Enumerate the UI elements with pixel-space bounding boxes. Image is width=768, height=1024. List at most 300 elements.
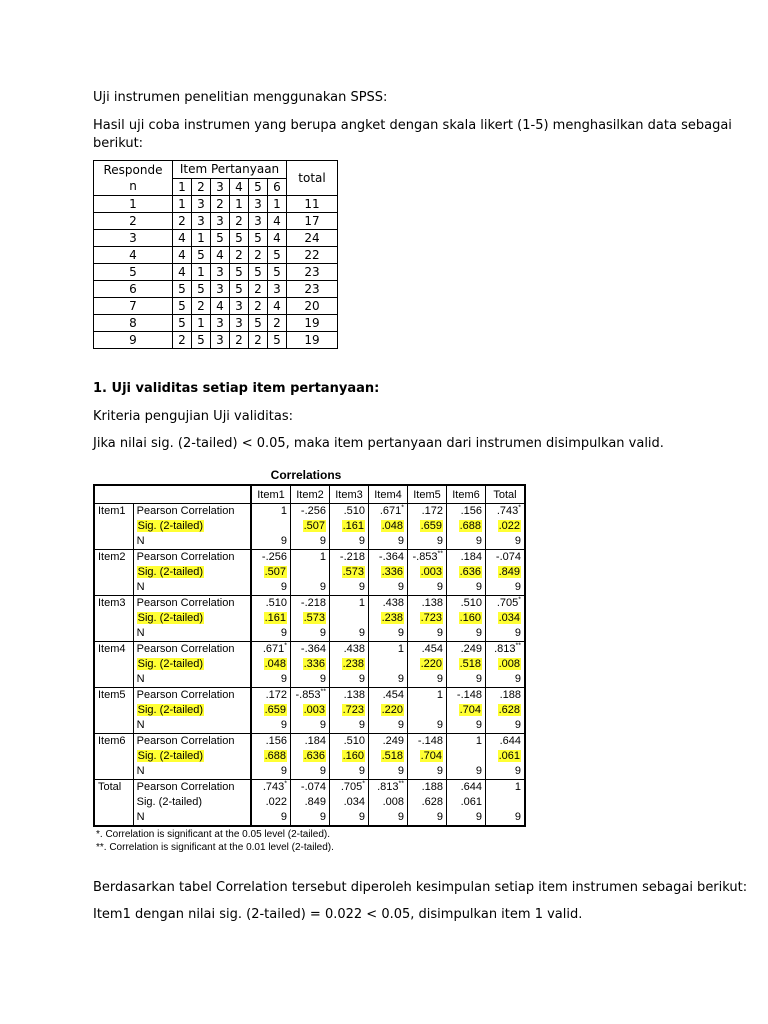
n-value-cell: 9: [486, 810, 526, 826]
n-row: [94, 626, 525, 642]
pearson-value-cell: [369, 642, 408, 658]
pearson-value: 1: [514, 781, 521, 793]
respondent-header-line-1: Responde: [103, 163, 163, 177]
sig-value-cell: [408, 657, 447, 672]
n-value-cell: 9: [408, 718, 447, 734]
sig-row: [94, 749, 525, 764]
pearson-value-cell: [369, 504, 408, 520]
pearson-value: .156: [460, 505, 482, 517]
sig-value-cell: [408, 565, 447, 580]
sig-value: .161: [342, 520, 364, 532]
pearson-value-cell: [408, 550, 447, 566]
column-header-item5: Item5: [408, 485, 447, 504]
significance-marker: **: [398, 780, 404, 788]
sig-value: .048: [264, 658, 286, 670]
pearson-value: -.074: [300, 781, 326, 793]
n-value-cell: 9: [330, 672, 369, 688]
n-value-cell: 9: [291, 580, 330, 596]
pearson-value-cell: [447, 734, 486, 750]
item-score-cell: 5: [192, 247, 211, 264]
stat-label-n: N: [133, 534, 251, 550]
item-score-cell: 3: [211, 264, 230, 281]
sig-value-cell: [251, 749, 291, 764]
column-header-item3: Item3: [330, 485, 369, 504]
n-value-cell: 9: [369, 764, 408, 780]
pearson-value: .438: [343, 643, 365, 655]
sig-value: .336: [381, 566, 403, 578]
sig-value-cell: [369, 657, 408, 672]
sig-value-cell: [486, 519, 526, 534]
pearson-value-cell: [408, 688, 447, 704]
sig-value-cell: [447, 657, 486, 672]
n-value-cell: 9: [291, 718, 330, 734]
n-value-cell: 9: [369, 718, 408, 734]
pearson-value: .510: [343, 505, 365, 517]
item-score-cell: 2: [249, 298, 268, 315]
n-value-cell: 9: [447, 764, 486, 780]
pearson-value: .671: [262, 643, 285, 655]
table-row: [94, 247, 338, 264]
footnote-2: **. Correlation is significant at the 0.01 level (2-tailed).: [96, 842, 334, 853]
stat-label-n: N: [133, 718, 251, 734]
pearson-row: [94, 688, 525, 704]
row-header: Item5: [94, 688, 133, 734]
item-score-cell: 4: [268, 213, 287, 230]
item-score-cell: 1: [268, 196, 287, 213]
sig-value: .688: [264, 750, 286, 762]
pearson-value: -.218: [300, 597, 326, 609]
sig-value-cell: [251, 565, 291, 580]
respondent-cell: 9: [94, 332, 173, 349]
stat-label-sig: [133, 519, 251, 534]
sig-value-cell: [369, 565, 408, 580]
pearson-value-cell: [408, 504, 447, 520]
pearson-value-cell: [251, 734, 291, 750]
significance-marker: *: [518, 504, 521, 512]
sig-value-cell: [291, 611, 330, 626]
sig-value-cell: [447, 795, 486, 810]
row-header: Item4: [94, 642, 133, 688]
column-header-item4: Item4: [369, 485, 408, 504]
pearson-value-cell: [330, 642, 369, 658]
sig-value: .160: [459, 612, 481, 624]
pearson-value-cell: [251, 688, 291, 704]
stat-label-pearson: Pearson Correlation: [133, 780, 251, 796]
n-value-cell: 9: [447, 626, 486, 642]
pearson-row: [94, 504, 525, 520]
table-row: [94, 196, 338, 213]
item-score-cell: 5: [268, 247, 287, 264]
pearson-value: .743: [496, 505, 519, 517]
n-row: [94, 764, 525, 780]
pearson-value-cell: [330, 504, 369, 520]
respondent-cell: 1: [94, 196, 173, 213]
n-value-cell: 9: [447, 534, 486, 550]
data-table-body: [94, 196, 338, 349]
n-value-cell: 9: [330, 534, 369, 550]
stat-label-sig-text: Sig. (2-tailed): [137, 612, 204, 624]
pearson-value: .644: [499, 735, 521, 747]
n-value-cell: 9: [291, 764, 330, 780]
item-score-cell: 4: [173, 230, 192, 247]
pearson-value-cell: [330, 596, 369, 612]
item-score-cell: 2: [230, 213, 249, 230]
n-value-cell: 9: [408, 764, 447, 780]
n-value-cell: 9: [447, 580, 486, 596]
item-score-cell: 1: [192, 264, 211, 281]
stat-label-sig-text: Sig. (2-tailed): [137, 520, 204, 532]
item-score-cell: 3: [268, 281, 287, 298]
significance-marker: **: [437, 550, 443, 558]
pearson-value: .743: [262, 781, 285, 793]
pearson-value-cell: [408, 596, 447, 612]
pearson-value: .510: [265, 597, 287, 609]
sig-value: .336: [303, 658, 325, 670]
pearson-row: [94, 780, 525, 796]
pearson-value-cell: [369, 596, 408, 612]
stat-label-pearson: Pearson Correlation: [133, 550, 251, 566]
sig-value-cell: [291, 703, 330, 718]
sig-value: .849: [498, 566, 520, 578]
sig-value-cell: [330, 519, 369, 534]
sig-value: .220: [381, 704, 403, 716]
pearson-value: .813: [377, 781, 399, 793]
sig-value-cell: [330, 749, 369, 764]
sig-value-cell: [447, 703, 486, 718]
sig-value-cell: [251, 657, 291, 672]
item-number-6: 6: [268, 178, 287, 196]
n-value-cell: 9: [330, 626, 369, 642]
pearson-value: 1: [319, 551, 326, 563]
item-score-cell: 2: [230, 247, 249, 264]
pearson-value: -.074: [495, 551, 521, 563]
n-value-cell: 9: [486, 718, 526, 734]
sig-row: [94, 565, 525, 580]
significance-marker: *: [401, 504, 404, 512]
n-value-cell: 9: [251, 718, 291, 734]
n-value-cell: 9: [369, 810, 408, 826]
n-value-cell: 9: [251, 580, 291, 596]
n-value-cell: 9: [291, 672, 330, 688]
sig-value-cell: [369, 703, 408, 718]
item-number-3: 3: [211, 178, 230, 196]
item-score-cell: 2: [230, 332, 249, 349]
item-score-cell: 5: [230, 281, 249, 298]
pearson-value-cell: [369, 734, 408, 750]
row-header: Item3: [94, 596, 133, 642]
pearson-value-cell: [486, 596, 526, 612]
pearson-value-cell: [291, 734, 330, 750]
pearson-value: .172: [421, 505, 443, 517]
sig-value: .022: [498, 520, 520, 532]
sig-value-cell: [330, 611, 369, 626]
pearson-value-cell: [251, 642, 291, 658]
sig-value-cell: [251, 795, 291, 810]
item-number-4: 4: [230, 178, 249, 196]
stat-label-n: N: [133, 580, 251, 596]
item-score-cell: 3: [230, 298, 249, 315]
n-value-cell: 9: [486, 764, 526, 780]
sig-value-cell: [486, 749, 526, 764]
pearson-value-cell: [291, 688, 330, 704]
item-score-cell: 2: [249, 281, 268, 298]
pearson-value: .188: [421, 781, 443, 793]
n-value-cell: 9: [408, 626, 447, 642]
sig-value-cell: [330, 795, 369, 810]
intro-title: Uji instrumen penelitian menggunakan SPSS:: [93, 90, 388, 105]
sig-value: .723: [420, 612, 442, 624]
total-cell: 23: [287, 264, 338, 281]
n-value-cell: 9: [369, 580, 408, 596]
sig-value-cell: [291, 795, 330, 810]
table-row: [94, 264, 338, 281]
sig-value: .061: [498, 750, 520, 762]
pearson-value: -.364: [300, 643, 326, 655]
pearson-value-cell: [447, 780, 486, 796]
n-row: [94, 718, 525, 734]
table-row: [94, 298, 338, 315]
n-value-cell: 9: [408, 672, 447, 688]
stat-label-pearson: Pearson Correlation: [133, 504, 251, 520]
sig-value: .008: [498, 658, 520, 670]
stat-label-pearson: Pearson Correlation: [133, 688, 251, 704]
stat-label-n: N: [133, 764, 251, 780]
criteria-rule: Jika nilai sig. (2-tailed) < 0.05, maka item pertanyaan dari instrumen disimpulkan valid.: [93, 436, 664, 451]
item-score-cell: 3: [249, 213, 268, 230]
item-score-cell: 2: [249, 247, 268, 264]
item-score-cell: 4: [268, 230, 287, 247]
sig-value-cell: [251, 519, 291, 534]
n-value-cell: 9: [330, 718, 369, 734]
sig-value-cell: [486, 703, 526, 718]
respondent-header: [94, 161, 173, 196]
item-score-cell: 2: [192, 298, 211, 315]
pearson-value: -.148: [417, 735, 443, 747]
sig-value: .518: [381, 750, 403, 762]
significance-marker: **: [320, 688, 326, 696]
item-score-cell: 4: [211, 247, 230, 264]
sig-value-cell: [408, 519, 447, 534]
sig-value-cell: [330, 565, 369, 580]
column-header-item2: Item2: [291, 485, 330, 504]
sig-value: .723: [342, 704, 364, 716]
sig-value-cell: [408, 795, 447, 810]
pearson-row: [94, 550, 525, 566]
pearson-value: .249: [382, 735, 404, 747]
pearson-value-cell: [486, 642, 526, 658]
total-cell: 24: [287, 230, 338, 247]
n-value-cell: 9: [330, 764, 369, 780]
table-row: [94, 281, 338, 298]
sig-value-cell: [486, 565, 526, 580]
n-value-cell: 9: [408, 810, 447, 826]
item-score-cell: 5: [249, 230, 268, 247]
sig-value: .061: [460, 796, 482, 808]
stat-label-n: N: [133, 626, 251, 642]
pearson-value-cell: [447, 596, 486, 612]
item-score-cell: 3: [249, 196, 268, 213]
item-score-cell: 4: [211, 298, 230, 315]
pearson-value-cell: [251, 780, 291, 796]
n-value-cell: 9: [291, 626, 330, 642]
pearson-value: .138: [421, 597, 443, 609]
pearson-value: .454: [421, 643, 443, 655]
stat-label-pearson: Pearson Correlation: [133, 642, 251, 658]
footnote-1: *. Correlation is significant at the 0.05 level (2-tailed).: [96, 829, 331, 840]
intro-line-1: Hasil uji coba instrumen yang berupa angket dengan skala likert (1-5) menghasilkan data sebagai: [93, 118, 732, 133]
sig-value: .659: [264, 704, 286, 716]
sig-value-cell: [369, 611, 408, 626]
stat-label-sig: [133, 795, 251, 810]
correlations-title: Correlations: [270, 468, 342, 482]
stat-label-sig: [133, 657, 251, 672]
pearson-value: -.256: [261, 551, 287, 563]
items-header: Item Pertanyaan: [173, 161, 287, 179]
significance-marker: *: [518, 596, 521, 604]
n-value-cell: 9: [369, 534, 408, 550]
sig-value: .238: [342, 658, 364, 670]
pearson-value-cell: [291, 504, 330, 520]
pearson-value-cell: [447, 550, 486, 566]
row-header: Total: [94, 780, 133, 827]
sig-value-cell: [369, 749, 408, 764]
stat-label-sig-text: Sig. (2-tailed): [136, 796, 203, 808]
stat-label-pearson: Pearson Correlation: [133, 734, 251, 750]
correlations-body: [94, 504, 525, 827]
sig-value-cell: [447, 519, 486, 534]
item-score-cell: 5: [173, 281, 192, 298]
n-value-cell: 9: [291, 810, 330, 826]
sig-value-cell: [330, 657, 369, 672]
sig-value: .238: [381, 612, 403, 624]
pearson-value-cell: [408, 780, 447, 796]
pearson-value-cell: [251, 504, 291, 520]
sig-row: [94, 657, 525, 672]
pearson-value-cell: [291, 780, 330, 796]
pearson-value-cell: [486, 780, 526, 796]
total-cell: 17: [287, 213, 338, 230]
pearson-value-cell: [486, 734, 526, 750]
significance-marker: **: [515, 642, 521, 650]
sig-value: .704: [459, 704, 481, 716]
n-row: [94, 672, 525, 688]
n-value-cell: 9: [291, 534, 330, 550]
sig-value-cell: [369, 519, 408, 534]
stat-label-sig-text: Sig. (2-tailed): [137, 750, 204, 762]
conclusion-item1: Item1 dengan nilai sig. (2-tailed) = 0.022 < 0.05, disimpulkan item 1 valid.: [93, 907, 583, 922]
item-score-cell: 5: [173, 298, 192, 315]
n-row: [94, 810, 525, 826]
pearson-value-cell: [369, 688, 408, 704]
pearson-value-cell: [251, 550, 291, 566]
pearson-value: 1: [358, 597, 365, 609]
n-value-cell: 9: [486, 672, 526, 688]
pearson-value-cell: [369, 550, 408, 566]
pearson-value-cell: [291, 550, 330, 566]
item-score-cell: 5: [230, 230, 249, 247]
pearson-value-cell: [408, 642, 447, 658]
total-cell: 22: [287, 247, 338, 264]
pearson-value-cell: [369, 780, 408, 796]
sig-value: .003: [420, 566, 442, 578]
pearson-value-cell: [330, 734, 369, 750]
pearson-value-cell: [330, 780, 369, 796]
pearson-value: .188: [499, 689, 521, 701]
pearson-value: .172: [265, 689, 287, 701]
stat-label-n: N: [133, 810, 251, 826]
pearson-value: .813: [494, 643, 516, 655]
item-number-1: 1: [173, 178, 192, 196]
pearson-value: 1: [475, 735, 482, 747]
item-score-cell: 1: [192, 315, 211, 332]
stat-label-sig: [133, 749, 251, 764]
sig-value: .849: [304, 796, 326, 808]
row-header: Item6: [94, 734, 133, 780]
conclusion-intro: Berdasarkan tabel Correlation tersebut diperoleh kesimpulan setiap item instrumen sebagai berikut:: [93, 880, 748, 895]
item-score-cell: 3: [211, 332, 230, 349]
sig-value-cell: [447, 565, 486, 580]
pearson-value: .705: [340, 781, 363, 793]
respondent-header-line-2: n: [129, 179, 137, 193]
sig-value: .507: [303, 520, 325, 532]
table-row: [94, 332, 338, 349]
sig-value-cell: [291, 657, 330, 672]
pearson-row: [94, 642, 525, 658]
sig-value-cell: [330, 703, 369, 718]
n-value-cell: 9: [251, 764, 291, 780]
item-score-cell: 3: [211, 315, 230, 332]
total-cell: 19: [287, 332, 338, 349]
pearson-value: .138: [343, 689, 365, 701]
total-cell: 23: [287, 281, 338, 298]
pearson-row: [94, 596, 525, 612]
respondent-cell: 8: [94, 315, 173, 332]
pearson-value: .644: [460, 781, 482, 793]
pearson-value-cell: [330, 550, 369, 566]
sig-value: .008: [382, 796, 404, 808]
item-score-cell: 1: [230, 196, 249, 213]
sig-value: .160: [342, 750, 364, 762]
sig-value: .688: [459, 520, 481, 532]
n-value-cell: 9: [369, 672, 408, 688]
pearson-value: .156: [265, 735, 287, 747]
pearson-value: .454: [382, 689, 404, 701]
pearson-value-cell: [251, 596, 291, 612]
pearson-value: .510: [460, 597, 482, 609]
pearson-value-cell: [486, 504, 526, 520]
table-row: [94, 213, 338, 230]
total-cell: 19: [287, 315, 338, 332]
pearson-value: .438: [382, 597, 404, 609]
sig-value: .220: [420, 658, 442, 670]
sig-value: .636: [303, 750, 325, 762]
stat-label-sig-text: Sig. (2-tailed): [137, 658, 204, 670]
item-score-cell: 1: [192, 230, 211, 247]
pearson-value: .671: [379, 505, 402, 517]
criteria-label: Kriteria pengujian Uji validitas:: [93, 409, 294, 424]
column-header-item6: Item6: [447, 485, 486, 504]
data-table: [93, 160, 338, 349]
respondent-cell: 4: [94, 247, 173, 264]
item-score-cell: 5: [192, 281, 211, 298]
respondent-cell: 7: [94, 298, 173, 315]
item-score-cell: 2: [173, 332, 192, 349]
sig-value: .034: [498, 612, 520, 624]
n-value-cell: 9: [408, 580, 447, 596]
total-header: total: [287, 161, 338, 196]
pearson-value: -.218: [339, 551, 365, 563]
sig-row: [94, 611, 525, 626]
